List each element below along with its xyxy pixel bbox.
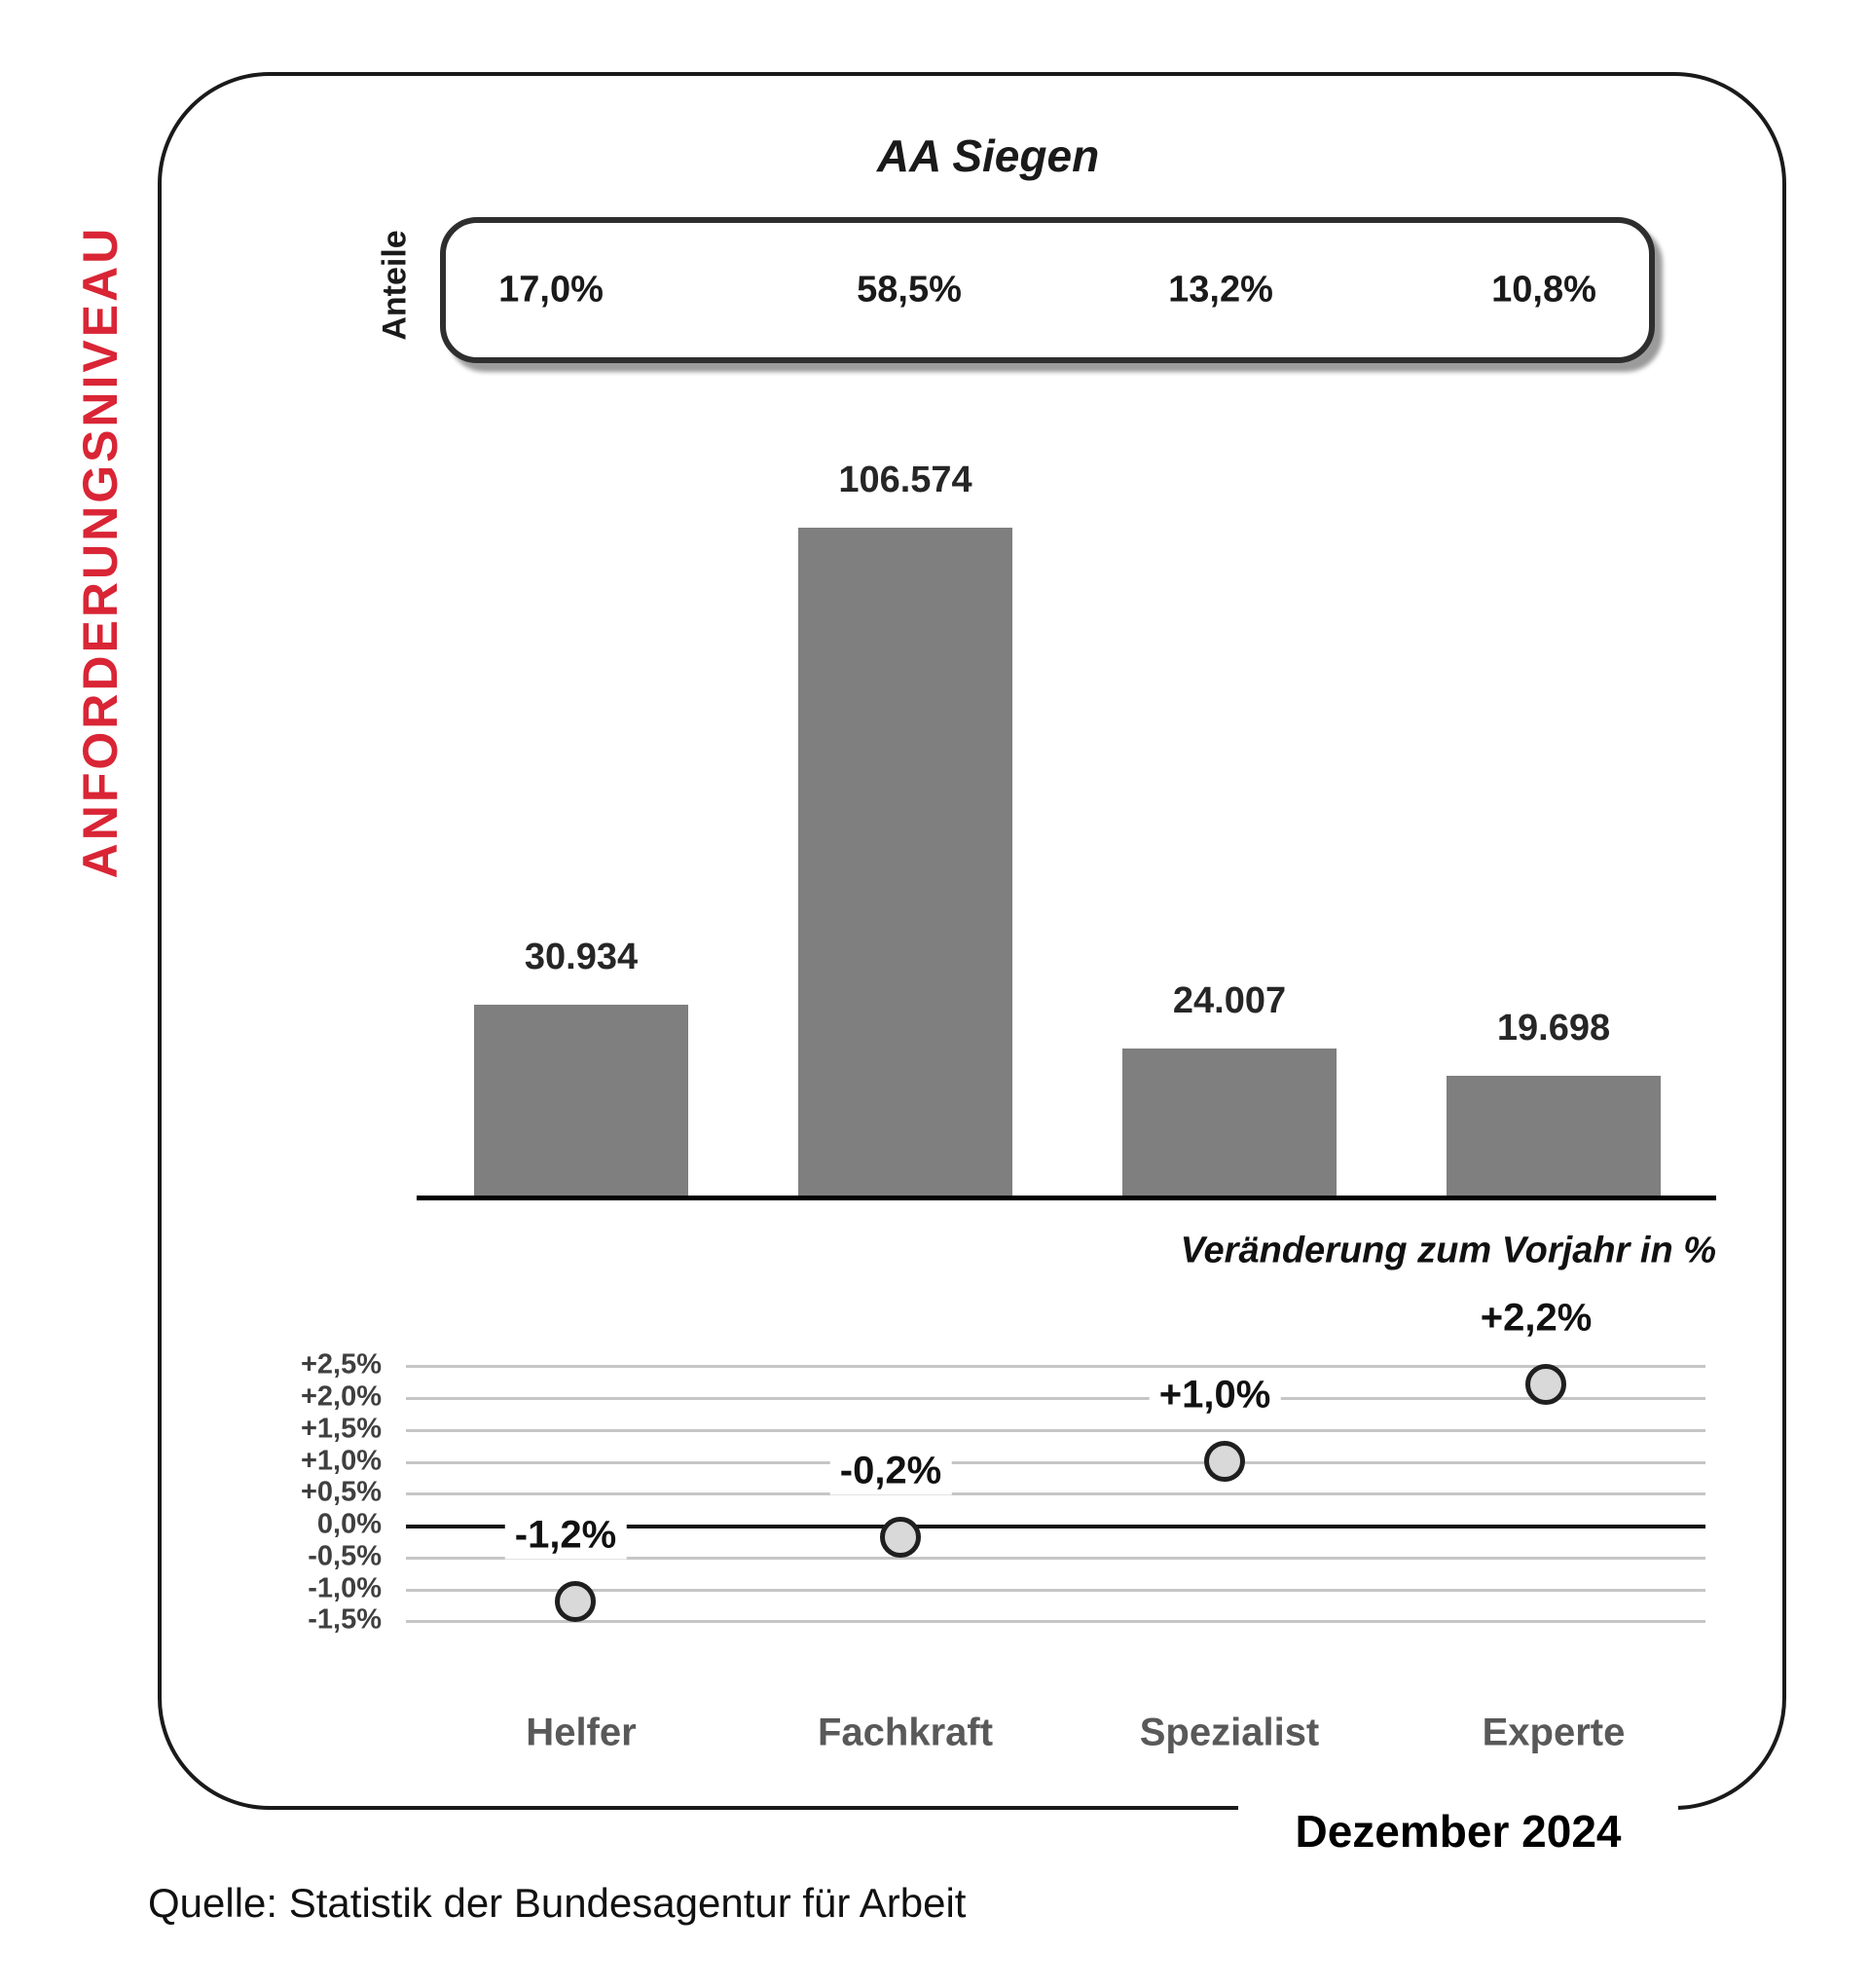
category-label-experte: Experte xyxy=(1482,1711,1626,1754)
data-point-helfer xyxy=(555,1581,596,1622)
share-value-spezialist: 13,2% xyxy=(1168,269,1273,311)
chart-title: AA Siegen xyxy=(876,130,1100,181)
anforderungsniveau-side-title: ANFORDERUNGSNIVEAU xyxy=(73,225,128,879)
bar-value-label-helfer: 30.934 xyxy=(524,937,639,977)
bar-axis-line xyxy=(417,1196,1716,1200)
ytick-label-+1,0%: +1,0% xyxy=(300,1445,382,1477)
gridline--1,5% xyxy=(406,1620,1705,1623)
point-value-label-fachkraft: -0,2% xyxy=(830,1448,952,1495)
ytick-label--0,5%: -0,5% xyxy=(308,1540,382,1572)
ytick-label-+1,5%: +1,5% xyxy=(300,1413,382,1445)
ytick-label-+2,0%: +2,0% xyxy=(300,1381,382,1413)
category-label-spezialist: Spezialist xyxy=(1139,1711,1320,1754)
shares-box xyxy=(440,217,1655,363)
gridline-+2,5% xyxy=(406,1365,1705,1368)
share-value-experte: 10,8% xyxy=(1491,269,1596,311)
gridline-+0,5% xyxy=(406,1492,1705,1495)
anteile-row-label: Anteile xyxy=(376,230,414,341)
bar-value-label-fachkraft: 106.574 xyxy=(838,460,972,500)
gridline--1,0% xyxy=(406,1589,1705,1592)
data-point-fachkraft xyxy=(880,1517,921,1558)
bar-spezialist xyxy=(1122,1049,1337,1200)
gridline-+2,0% xyxy=(406,1397,1705,1400)
share-value-fachkraft: 58,5% xyxy=(857,269,962,311)
source-label: Quelle: Statistik der Bundesagentur für Arbeit xyxy=(148,1880,967,1926)
category-label-helfer: Helfer xyxy=(526,1711,637,1754)
period-label: Dezember 2024 xyxy=(1238,1803,1678,1859)
change-chart-title: Veränderung zum Vorjahr in % xyxy=(1180,1230,1716,1271)
ytick-label-0,0%: 0,0% xyxy=(316,1508,382,1540)
bar-value-label-experte: 19.698 xyxy=(1496,1008,1611,1049)
data-point-experte xyxy=(1525,1364,1566,1405)
share-value-helfer: 17,0% xyxy=(498,269,604,311)
bar-value-label-spezialist: 24.007 xyxy=(1172,980,1287,1021)
ytick-label-+2,5%: +2,5% xyxy=(300,1348,382,1381)
point-value-label-experte: +2,2% xyxy=(1471,1295,1602,1343)
category-label-fachkraft: Fachkraft xyxy=(817,1711,994,1754)
gridline-+1,5% xyxy=(406,1429,1705,1432)
gridline-+1,0% xyxy=(406,1461,1705,1464)
bar-helfer xyxy=(474,1005,688,1200)
point-value-label-spezialist: +1,0% xyxy=(1150,1372,1281,1419)
bar-fachkraft xyxy=(798,528,1012,1200)
point-value-label-helfer: -1,2% xyxy=(505,1512,627,1560)
ytick-label-+0,5%: +0,5% xyxy=(300,1476,382,1508)
ytick-label--1,5%: -1,5% xyxy=(308,1603,382,1636)
bar-experte xyxy=(1447,1076,1661,1200)
ytick-label--1,0%: -1,0% xyxy=(308,1572,382,1604)
data-point-spezialist xyxy=(1204,1441,1245,1482)
